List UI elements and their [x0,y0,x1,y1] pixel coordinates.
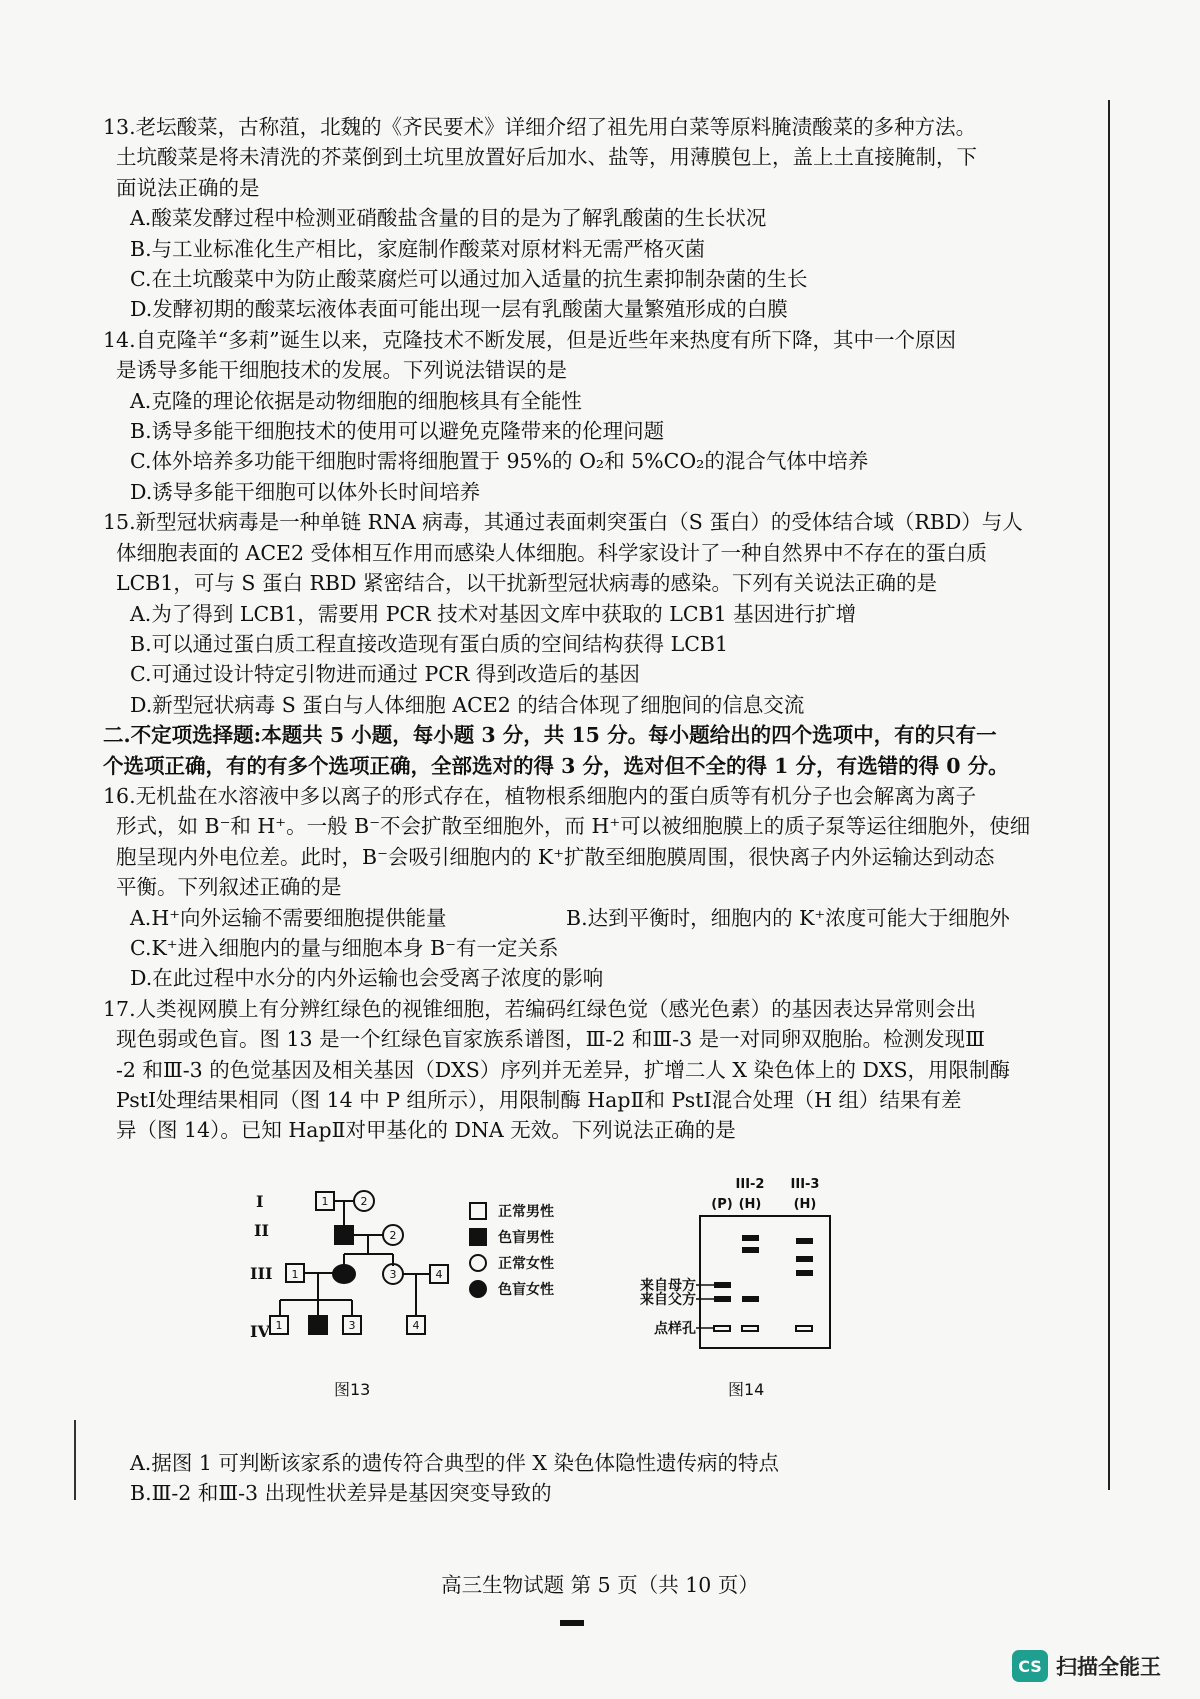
q15-line-3: LCB1，可与 S 蛋白 RBD 紧密结合，以干扰新型冠状病毒的感染。下列有关说法正确的是 [116,571,937,596]
margin-rule-left [74,1420,76,1500]
q17-line-1: 17.人类视网膜上有分辨红绿色的视锥细胞，若编码红绿色觉（感光色素）的基因表达异常则会出 [103,996,977,1021]
q16-option-a: A.H⁺向外运输不需要细胞提供能量 [130,905,447,930]
generation-label-3: III [250,1264,273,1283]
q16-line-1: 16.无机盐在水溶液中多以离子的形式存在，植物根系细胞内的蛋白质等有机分子也会解离为离子 [103,783,977,808]
gel-col-iii3-h-label: (H) [793,1197,817,1212]
legend-normal-female: 正常女性 [498,1256,554,1272]
legend-normal-female-icon [470,1255,486,1271]
section-2-heading-line-2: 个选项正确，有的有多个选项正确，全部选对的得 3 分，选对但不全的得 1 分，有选错的得 0 分。 [103,753,1009,778]
q17-line-4: PstⅠ处理结果相同（图 14 中 P 组所示），用限制酶 HapⅡ和 PstⅠ混合处理（H 组）结果有差 [116,1088,962,1112]
q16-option-b: B.达到平衡时，细胞内的 K⁺浓度可能大于细胞外 [566,905,1010,930]
legend-colorblind-male: 色盲男性 [498,1230,554,1246]
q15-option-b: B.可以通过蛋白质工程直接改造现有蛋白质的空间结构获得 LCB1 [130,631,729,656]
gel-col-iii2-label: III-2 [735,1177,765,1192]
question-15 [103,507,1103,720]
question-13 [103,112,1103,325]
svg-text:4: 4 [412,1319,420,1332]
q16-option-c: C.K⁺进入细胞内的量与细胞本身 B⁻有一定关系 [130,935,559,960]
svg-text:1: 1 [275,1319,283,1332]
svg-text:2: 2 [389,1229,397,1242]
q16-options-row-1 [103,903,1103,933]
q16-line-4: 平衡。下列叙述正确的是 [116,875,342,900]
svg-text:1: 1 [291,1268,299,1281]
gel-col-p-label: (P) [711,1197,733,1212]
q16-line-2: 形式，如 B⁻和 H⁺。一般 B⁻不会扩散至细胞外，而 H⁺可以被细胞膜上的质子泵等运往细胞外，使细 [116,814,1031,839]
gel-row-well-label: 点样孔 [654,1321,696,1337]
scanner-watermark [1012,1650,1161,1682]
svg-text:1: 1 [321,1195,329,1208]
q13-line-2: 土坑酸菜是将未清洗的芥菜倒到土坑里放置好后加水、盐等，用薄膜包上，盖上土直接腌制，下 [116,145,977,170]
well-iii2 [742,1326,758,1331]
generation-label-1: I [256,1192,264,1211]
q15-option-a: A.为了得到 LCB1，需要用 PCR 技术对基因文库中获取的 LCB1 基因进行扩增 [130,601,857,626]
watermark-text: 扫描全能王 [1056,1655,1161,1679]
generation-label-4: IV [250,1322,270,1341]
q17-options [130,1448,779,1509]
question-14 [103,325,1103,507]
pedigree-IV-2-colorblind-male [309,1316,327,1334]
q14-option-b: B.诱导多能干细胞技术的使用可以避免克隆带来的伦理问题 [130,419,665,444]
band-p-paternal [714,1296,731,1302]
page-footer: 高三生物试题 第 5 页（共 10 页） [441,1573,759,1597]
svg-text:3: 3 [348,1319,356,1332]
legend-colorblind-female-icon [470,1281,486,1297]
question-16 [103,781,1103,994]
q17-option-b: B.Ⅲ-2 和Ⅲ-3 出现性状差异是基因突变导致的 [130,1481,552,1506]
q16-line-3: 胞呈现内外电位差。此时，B⁻会吸引细胞内的 K⁺扩散至细胞膜周围，很快离子内外运输达到动态 [116,844,995,869]
pedigree-II-1-colorblind-male [335,1226,353,1244]
gel-row-paternal-label: 来自父方 [640,1292,696,1308]
pedigree-figure-13 [230,1160,670,1400]
figure-14-caption: 图14 [728,1380,765,1399]
band-iii3-h-3 [796,1270,813,1276]
q15-line-1: 15.新型冠状病毒是一种单链 RNA 病毒，其通过表面刺突蛋白（S 蛋白）的受体结合域（RBD）与人 [103,510,1023,535]
generation-label-2: II [254,1221,269,1240]
q16-option-d: D.在此过程中水分的内外运输也会受离子浓度的影响 [130,966,604,991]
svg-text:3: 3 [389,1268,397,1281]
camscanner-logo-icon: CS [1012,1650,1048,1682]
band-p-maternal [714,1282,731,1288]
q15-option-c: C.可通过设计特定引物进而通过 PCR 得到改造后的基因 [130,662,640,687]
q14-option-d: D.诱导多能干细胞可以体外长时间培养 [130,479,481,504]
q14-line-2: 是诱导多能干细胞技术的发展。下列说法错误的是 [116,358,567,383]
legend-colorblind-male-icon [470,1229,486,1245]
band-iii3-h-1 [796,1238,813,1244]
gel-figure-14 [640,1160,1110,1400]
figure-13-caption: 图13 [334,1380,371,1399]
band-iii3-h-2 [796,1256,813,1262]
q13-line-3: 面说法正确的是 [116,175,260,200]
question-content [103,112,1103,1146]
q13-option-d: D.发酵初期的酸菜坛液体表面可能出现一层有乳酸菌大量繁殖形成的白膜 [130,297,788,322]
q13-line-1: 13.老坛酸菜，古称菹，北魏的《齐民要术》详细介绍了祖先用白菜等原料腌渍酸菜的多种方法。 [103,115,977,139]
q14-option-c: C.体外培养多功能干细胞时需将细胞置于 95%的 O₂和 5%CO₂的混合气体中培养 [130,449,869,474]
q17-line-5: 异（图 14）。已知 HapⅡ对甲基化的 DNA 无效。下列说法正确的是 [116,1118,736,1143]
q13-option-b: B.与工业标准化生产相比，家庭制作酸菜对原材料无需严格灭菌 [130,236,706,261]
legend-normal-male-icon [470,1203,486,1219]
q17-option-a: A.据图 1 可判断该家系的遗传符合典型的伴 X 染色体隐性遗传病的特点 [130,1451,780,1475]
section-2-heading-line-1: 二.不定项选择题:本题共 5 小题，每小题 3 分，共 15 分。每小题给出的四个选项中，有的只有一 [103,723,997,748]
q13-option-a: A.酸菜发酵过程中检测亚硝酸盐含量的目的是为了解乳酸菌的生长状况 [130,206,767,231]
q14-option-a: A.克隆的理论依据是动物细胞的细胞核具有全能性 [130,388,582,413]
legend-normal-male: 正常男性 [498,1204,554,1220]
figures-area [230,1160,1110,1420]
svg-text:2: 2 [360,1195,368,1208]
band-iii2-h-1 [742,1235,759,1241]
q15-line-2: 体细胞表面的 ACE2 受体相互作用而感染人体细胞。科学家设计了一种自然界中不存在的蛋白质 [116,540,988,565]
band-iii2-h-3 [742,1296,759,1302]
gel-row-maternal-label: 来自母方 [640,1278,696,1294]
gel-col-iii3-label: III-3 [790,1177,820,1192]
q17-line-3: -2 和Ⅲ-3 的色觉基因及相关基因（DXS）序列并无差异，扩增二人 X 染色体上的 DXS，用限制酶 [116,1057,1011,1082]
q15-option-d: D.新型冠状病毒 S 蛋白与人体细胞 ACE2 的结合体现了细胞间的信息交流 [130,692,805,717]
band-iii2-h-2 [742,1247,759,1253]
question-17 [103,994,1103,1146]
q14-line-1: 14.自克隆羊“多莉”诞生以来，克隆技术不断发展，但是近些年来热度有所下降，其中一个原因 [103,327,957,352]
q13-option-c: C.在土坑酸菜中为防止酸菜腐烂可以通过加入适量的抗生素抑制杂菌的生长 [130,267,808,292]
legend-colorblind-female: 色盲女性 [498,1282,554,1298]
well-p [714,1326,730,1331]
well-iii3 [796,1326,812,1331]
q17-line-2: 现色弱或色盲。图 13 是一个红绿色盲家族系谱图，Ⅲ-2 和Ⅲ-3 是一对同卵双胞胎。检测发现Ⅲ [116,1027,985,1052]
page-bottom-mark [560,1620,584,1626]
gel-col-iii2-h-label: (H) [738,1197,762,1212]
pedigree-III-2-colorblind-female [333,1265,355,1283]
svg-text:4: 4 [435,1268,443,1281]
